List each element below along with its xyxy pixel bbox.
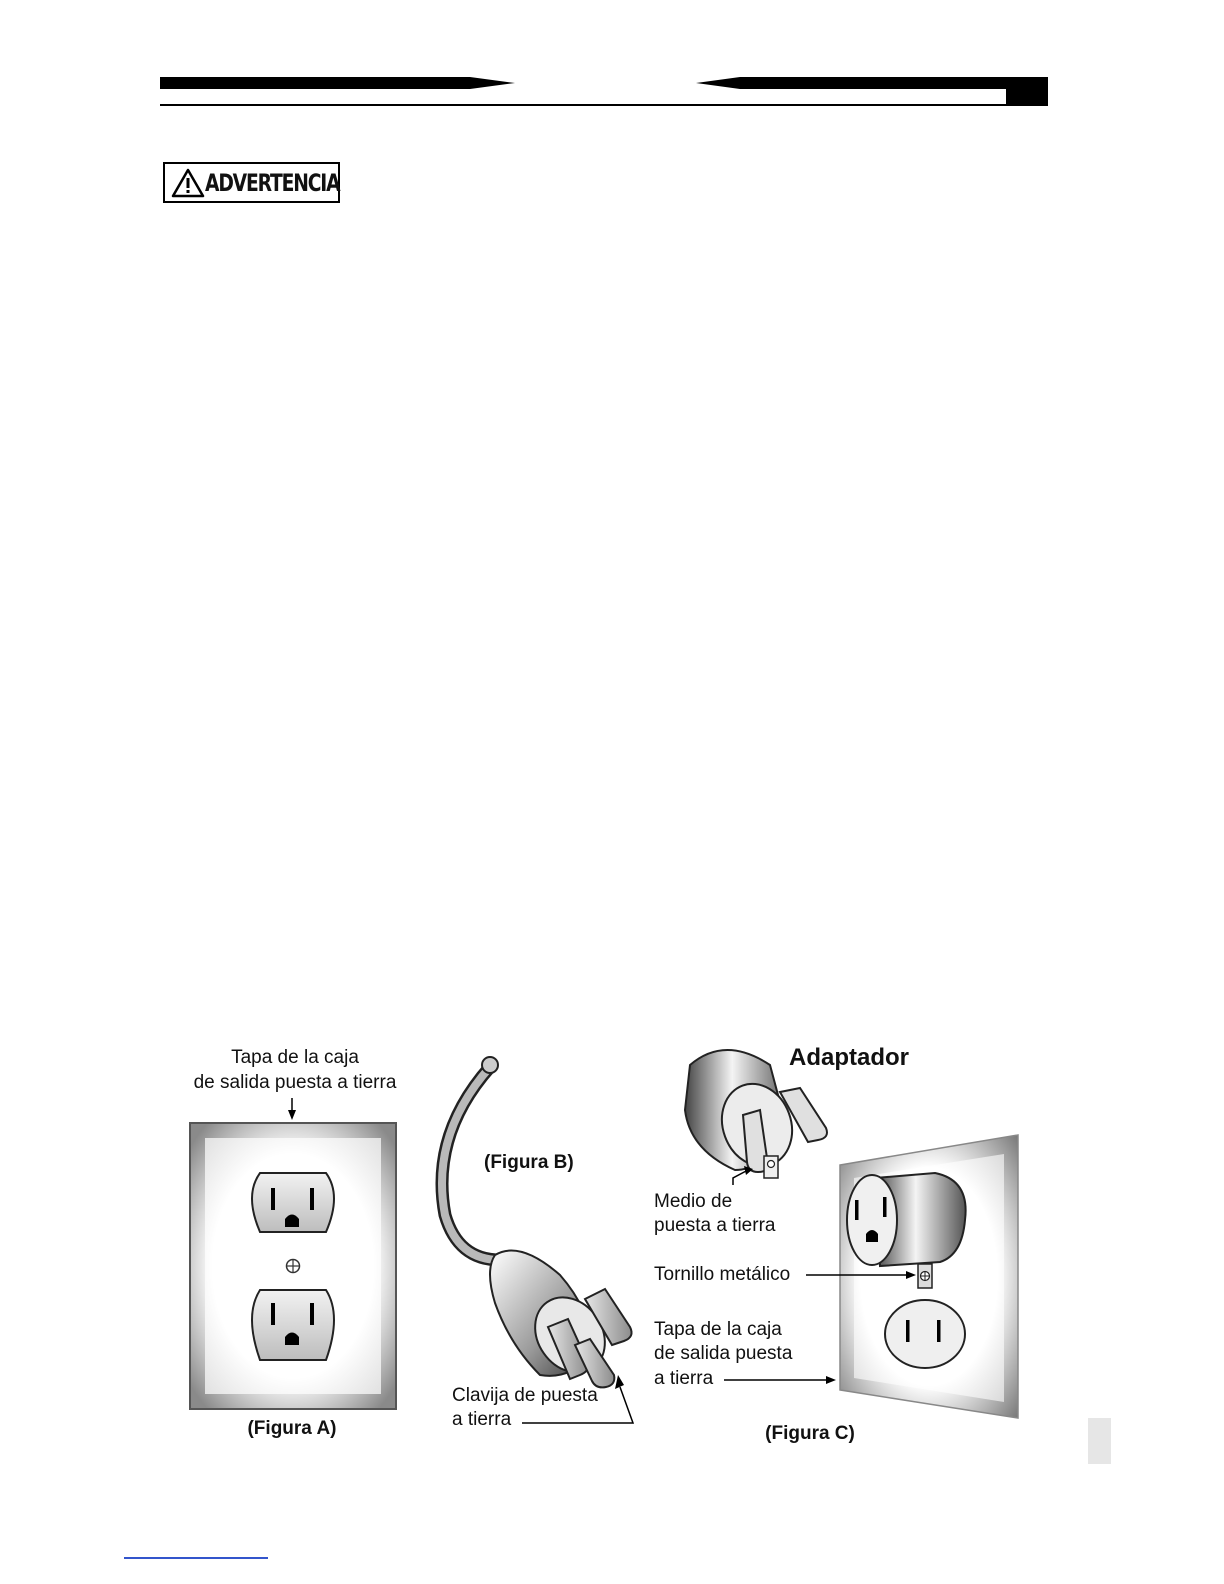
figure-a-caption: (Figura A) bbox=[247, 1418, 337, 1439]
warning-triangle-icon bbox=[171, 168, 205, 198]
warning-badge bbox=[163, 162, 340, 203]
figure-c-grounding-means-line2: puesta a tierra bbox=[654, 1215, 776, 1236]
warning-label: ADVERTENCIA bbox=[205, 169, 340, 197]
figure-c-adapter-title: Adaptador bbox=[789, 1044, 909, 1071]
figure-b-ground-pin-line2: a tierra bbox=[452, 1409, 512, 1430]
figure-a-illustration bbox=[180, 1090, 410, 1420]
figure-c-metal-screw: Tornillo metálico bbox=[654, 1264, 791, 1285]
figure-a-label-line1: Tapa de la caja bbox=[231, 1047, 359, 1068]
page-edge-tab bbox=[1088, 1418, 1111, 1464]
figure-c-cover-line3: a tierra bbox=[654, 1368, 714, 1389]
header-bar bbox=[0, 0, 1224, 120]
figure-b-ground-pin-line1: Clavija de puesta bbox=[452, 1385, 598, 1406]
bottom-rule bbox=[124, 1557, 268, 1559]
figure-c-cover-line2: de salida puesta bbox=[654, 1343, 793, 1364]
figure-a-label-line2: de salida puesta a tierra bbox=[193, 1072, 397, 1093]
figure-b-caption: (Figura B) bbox=[484, 1152, 574, 1173]
figure-c-caption: (Figura C) bbox=[765, 1423, 855, 1444]
figure-c-cover-line1: Tapa de la caja bbox=[654, 1319, 782, 1340]
figure-c-grounding-means-line1: Medio de bbox=[654, 1191, 733, 1212]
